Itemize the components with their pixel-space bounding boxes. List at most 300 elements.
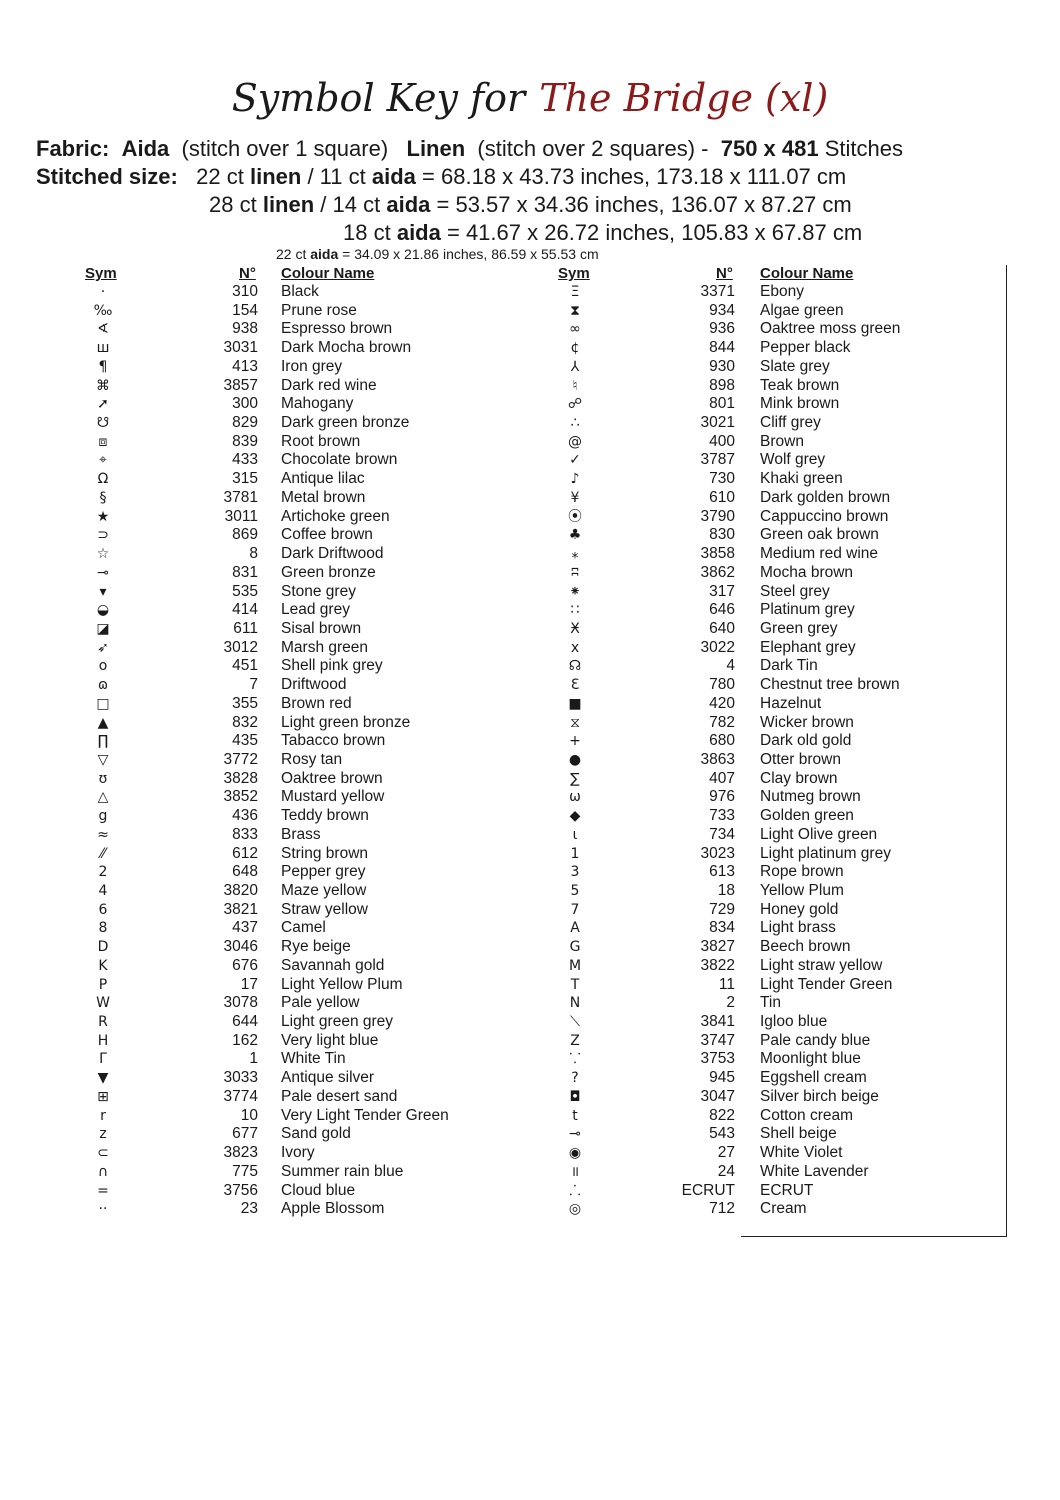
symbol-cell: ● <box>568 751 582 768</box>
number-cell: 3857 <box>223 376 258 394</box>
colour-name-cell: Clay brown <box>760 769 838 787</box>
number-cell: 822 <box>709 1106 735 1124</box>
stitch-count: 750 x 481 <box>720 136 819 161</box>
size-small-fabric: aida <box>310 246 339 262</box>
symbol-cell: ш <box>96 340 110 357</box>
size-1-fabric-b: aida <box>371 164 416 189</box>
colour-name-cell: Light green grey <box>281 1013 394 1031</box>
colour-name-cell: Light green bronze <box>281 713 411 731</box>
colour-name-cell: Ebony <box>760 283 804 300</box>
number-cell: 3841 <box>700 1013 735 1031</box>
colour-name-cell: Pale desert sand <box>281 1087 398 1105</box>
colour-name-cell: Light brass <box>760 919 836 937</box>
colour-name-cell: Algae green <box>760 301 844 319</box>
colour-name-cell: Very light blue <box>281 1031 379 1049</box>
size-line-3 <box>343 220 862 246</box>
symbol-cell: ★ <box>96 508 110 525</box>
number-cell: 451 <box>232 657 258 675</box>
size-3-fabric: aida <box>396 220 441 245</box>
symbol-cell: ♪ <box>570 471 580 488</box>
number-cell: 535 <box>232 582 258 600</box>
number-cell: 831 <box>232 563 258 581</box>
colour-name-cell: Platinum grey <box>760 601 855 619</box>
symbol-cell: 6 <box>98 901 108 918</box>
colour-name-cell: Pepper black <box>760 339 851 357</box>
size-1-count: 22 ct <box>196 164 244 189</box>
colour-name-cell: Igloo blue <box>760 1013 828 1031</box>
symbol-cell: ɷ <box>97 677 109 694</box>
number-cell: 407 <box>709 769 735 787</box>
symbol-cell: ◉ <box>568 1145 582 1162</box>
number-cell: 7 <box>249 676 258 694</box>
colour-name-cell: Dark green bronze <box>281 414 410 432</box>
symbol-cell: ∢ <box>97 321 109 338</box>
colour-name-cell: Dark Tin <box>760 657 818 675</box>
number-cell: 730 <box>709 470 735 488</box>
colour-name-cell: Light Tender Green <box>760 975 893 993</box>
colour-name-cell: Green grey <box>760 619 838 637</box>
symbol-cell: △ <box>97 789 109 806</box>
colour-name-cell: Artichoke green <box>281 507 390 525</box>
colour-name-cell: Wolf grey <box>760 451 826 469</box>
number-cell: 437 <box>232 919 258 937</box>
colour-name-cell: Antique lilac <box>281 470 365 488</box>
fabric-aida: Aida <box>121 136 170 161</box>
symbol-cell: ʭ <box>571 564 579 581</box>
colour-name-cell: Otter brown <box>760 750 841 768</box>
symbol-cell: G <box>569 939 581 956</box>
number-cell: 3753 <box>700 1050 735 1068</box>
symbol-cell: ☋ <box>96 415 110 432</box>
colour-name-cell: Chestnut tree brown <box>760 676 900 694</box>
symbol-cell: ⟍ <box>570 1014 580 1031</box>
number-cell: 976 <box>709 788 735 806</box>
number-cell: 300 <box>232 395 258 413</box>
symbol-cell: ◆ <box>569 808 581 825</box>
number-cell: 3858 <box>700 545 735 563</box>
colour-name-cell: Teak brown <box>760 376 840 394</box>
number-cell: 162 <box>232 1031 258 1049</box>
symbol-cell: Ω <box>97 471 109 488</box>
number-cell: 833 <box>232 825 258 843</box>
number-cell: 938 <box>232 320 258 338</box>
number-cell: 729 <box>709 900 735 918</box>
symbol-cell: ⊂ <box>97 1145 109 1162</box>
colour-name-cell: Moonlight blue <box>760 1050 861 1068</box>
number-cell: 3781 <box>223 488 258 506</box>
symbol-cell: K <box>98 957 108 974</box>
number-cell: 315 <box>232 470 258 488</box>
symbol-cell: g <box>98 808 108 825</box>
symbol-cell: ◘ <box>569 1088 581 1105</box>
number-cell: 3012 <box>223 638 258 656</box>
symbol-cell: W <box>96 995 110 1012</box>
number-cell: 310 <box>232 283 258 300</box>
colour-name-cell: Eggshell cream <box>760 1069 867 1087</box>
colour-name-cell: Mocha brown <box>760 563 854 581</box>
symbol-cell: x <box>570 639 580 656</box>
colour-name-cell: Sisal brown <box>281 619 362 637</box>
number-cell: 3046 <box>223 938 258 956</box>
table-border-bottom <box>741 1236 1007 1237</box>
size-1-fabric-a: linen <box>249 164 302 189</box>
symbol-cell: ◒ <box>96 602 110 619</box>
colour-name-cell: Mahogany <box>281 395 354 413</box>
number-cell: 733 <box>709 807 735 825</box>
symbol-cell: 3 <box>570 864 580 881</box>
symbol-cell: ⸫ <box>569 1182 581 1199</box>
fabric-line <box>36 136 903 162</box>
colour-name-cell: Light Yellow Plum <box>281 975 403 993</box>
number-cell: 610 <box>709 488 735 506</box>
colour-name-cell: Light Olive green <box>760 825 878 843</box>
number-cell: 832 <box>232 713 258 731</box>
colour-name-cell: Tin <box>760 994 781 1012</box>
symbol-cell: ·· <box>98 1201 108 1218</box>
colour-name-cell: Savannah gold <box>281 956 385 974</box>
number-cell: 712 <box>709 1200 735 1218</box>
colour-name-cell: Coffee brown <box>281 526 373 544</box>
colour-name-cell: Shell beige <box>760 1125 837 1143</box>
symbol-cell: ʊ <box>98 770 108 787</box>
symbol-cell: o <box>98 658 108 675</box>
colour-name-cell: Yellow Plum <box>760 882 844 899</box>
symbol-cell: ⧈ <box>98 433 108 450</box>
symbol-cell: A <box>570 920 580 937</box>
number-cell: 3033 <box>223 1069 258 1087</box>
number-cell: 775 <box>232 1162 258 1180</box>
colour-name-cell: Dark old gold <box>760 732 852 750</box>
symbol-cell: ⦿ <box>568 508 582 525</box>
colour-name-cell: Rye beige <box>281 938 351 956</box>
symbol-cell: ⁄⁄ <box>100 845 106 862</box>
number-cell: 317 <box>709 582 735 600</box>
number-cell: 829 <box>232 414 258 432</box>
symbol-cell: ∴ <box>570 415 580 432</box>
symbol-cell: Ӿ <box>570 620 580 637</box>
number-cell: 3823 <box>223 1144 258 1162</box>
number-cell: 734 <box>709 825 735 843</box>
number-cell: 3828 <box>223 769 258 787</box>
symbol-cell: ∏ <box>97 733 109 750</box>
colour-name-cell: Golden green <box>760 807 854 825</box>
symbol-cell: ‰ <box>93 302 113 319</box>
symbol-cell: ♣ <box>568 527 582 544</box>
colour-name-cell: Summer rain blue <box>281 1162 404 1180</box>
symbol-cell: ⸪ <box>569 1051 581 1068</box>
number-cell: 3371 <box>700 283 735 300</box>
symbol-cell: ⊸ <box>97 564 109 581</box>
colour-name-cell: Dark Driftwood <box>281 545 384 563</box>
colour-name-cell: Shell pink grey <box>281 657 383 675</box>
fabric-aida-note: (stitch over 1 square) <box>181 136 389 161</box>
colour-name-cell: Cloud blue <box>281 1181 356 1199</box>
colour-name-cell: Rosy tan <box>281 750 343 768</box>
number-cell: 3787 <box>700 451 735 469</box>
colour-name-cell: Teddy brown <box>281 807 369 825</box>
size-2-fabric-b: aida <box>386 192 431 217</box>
colour-name-cell: Slate grey <box>760 357 830 375</box>
number-cell: 10 <box>240 1106 258 1124</box>
symbol-cell: ▾ <box>99 583 107 600</box>
size-line-1 <box>36 164 846 190</box>
number-cell: 3756 <box>223 1181 258 1199</box>
header-name-right: Colour Name <box>760 265 854 282</box>
symbol-cell: 5 <box>570 883 580 899</box>
symbol-cell: ∑ <box>570 770 580 787</box>
symbol-cell: T <box>570 976 580 993</box>
stitch-count-label: Stitches <box>824 136 903 161</box>
colour-name-cell: Silver birch beige <box>760 1087 879 1105</box>
symbol-cell: M <box>568 957 582 974</box>
number-cell: 611 <box>233 619 258 637</box>
colour-name-cell: Cappuccino brown <box>760 507 889 525</box>
symbol-cell: z <box>99 1126 107 1143</box>
symbol-cell: 2 <box>98 864 108 881</box>
number-cell: 3022 <box>700 638 735 656</box>
number-cell: 3031 <box>223 339 258 357</box>
number-cell: 780 <box>709 676 735 694</box>
symbol-cell: ■ <box>568 695 582 712</box>
symbol-cell: ⊸ <box>569 1126 581 1143</box>
number-cell: 3023 <box>700 844 735 862</box>
colour-name-cell: Oaktree brown <box>281 769 383 787</box>
symbol-cell: ¶ <box>98 358 108 375</box>
colour-name-cell: Cotton cream <box>760 1106 854 1124</box>
symbol-cell: R <box>98 1014 108 1031</box>
size-label: Stitched size: <box>36 164 178 189</box>
colour-name-cell: Very Light Tender Green <box>281 1106 449 1124</box>
colour-name-cell: Mink brown <box>760 395 840 413</box>
symbol-cell: ⌖ <box>99 452 107 469</box>
number-cell: 3021 <box>700 414 735 432</box>
colour-name-cell: Light straw yellow <box>760 956 883 974</box>
size-2-fabric-a: linen <box>262 192 315 217</box>
colour-name-cell: Honey gold <box>760 900 839 918</box>
symbol-cell: ɩ <box>572 826 578 843</box>
colour-name-cell: Dark red wine <box>281 376 377 394</box>
symbol-cell: ▼ <box>97 1070 109 1087</box>
number-cell: 830 <box>709 526 735 544</box>
symbol-cell: · <box>100 284 106 300</box>
colour-name-cell: Espresso brown <box>281 320 393 338</box>
symbol-cell: ☊ <box>568 658 582 675</box>
number-cell: 3822 <box>700 956 735 974</box>
symbol-cell: ♮ <box>572 377 578 394</box>
colour-name-cell: Black <box>281 283 319 300</box>
colour-name-cell: Cream <box>760 1200 807 1218</box>
number-cell: 414 <box>232 601 258 619</box>
number-cell: 3852 <box>223 788 258 806</box>
number-cell: 3078 <box>223 994 258 1012</box>
number-cell: 17 <box>240 975 258 993</box>
colour-name-cell: Dark golden brown <box>760 488 891 506</box>
table-border-right <box>1006 265 1007 1237</box>
number-cell: 433 <box>232 451 258 469</box>
symbol-cell: Ɛ <box>570 677 580 694</box>
colour-name-cell: Pale yellow <box>281 994 360 1012</box>
size-2-dims: = 53.57 x 34.36 inches, 136.07 x 87.27 cm <box>436 192 852 217</box>
colour-name-cell: Beech brown <box>760 938 851 956</box>
number-cell: 27 <box>717 1144 735 1162</box>
number-cell: 648 <box>232 863 258 881</box>
symbol-cell: ⁕ <box>569 583 581 600</box>
symbol-cell: ॥ <box>570 1163 580 1180</box>
colour-name-cell: Brown <box>760 432 804 450</box>
number-cell: 3821 <box>223 900 258 918</box>
colour-name-cell: Maze yellow <box>281 882 367 899</box>
colour-name-cell: Medium red wine <box>760 545 879 563</box>
symbol-cell: ω <box>569 789 581 806</box>
number-cell: 3790 <box>700 507 735 525</box>
symbol-cell: ≈ <box>97 826 109 843</box>
size-line-small <box>276 246 599 262</box>
number-cell: 644 <box>232 1013 258 1031</box>
colour-name-cell: Straw yellow <box>281 900 368 918</box>
colour-name-cell: Nutmeg brown <box>760 788 861 806</box>
symbol-cell: ◎ <box>568 1201 582 1218</box>
colour-name-cell: White Violet <box>760 1144 843 1162</box>
colour-name-cell: Light platinum grey <box>760 844 891 862</box>
size-small-count: 22 ct <box>276 246 307 262</box>
colour-name-cell: Pale candy blue <box>760 1031 871 1049</box>
colour-name-cell: String brown <box>281 844 369 862</box>
number-cell: 24 <box>717 1162 735 1180</box>
symbol-cell: ⧗ <box>570 302 580 319</box>
symbol-cell: Γ <box>99 1051 107 1068</box>
number-cell: 436 <box>232 807 258 825</box>
symbol-cell: ➶ <box>97 639 109 656</box>
number-cell: 435 <box>232 732 258 750</box>
symbol-cell: ∷ <box>570 602 580 619</box>
number-cell: 898 <box>709 376 735 394</box>
number-cell: 3747 <box>700 1031 735 1049</box>
number-cell: 612 <box>232 844 258 862</box>
number-cell: 420 <box>709 694 735 712</box>
header-sym-right: Sym <box>558 265 590 282</box>
number-cell: 3047 <box>700 1087 735 1105</box>
colour-name-cell: Antique silver <box>281 1069 375 1087</box>
number-cell: 23 <box>240 1200 258 1218</box>
fabric-label: Fabric: <box>36 136 110 161</box>
symbol-cell: ⁎ <box>571 546 579 563</box>
number-cell: 930 <box>709 357 735 375</box>
number-cell: 3011 <box>224 507 258 525</box>
number-cell: 945 <box>709 1069 735 1087</box>
number-cell: 400 <box>709 432 735 450</box>
number-cell: 3827 <box>700 938 735 956</box>
colour-name-cell: Sand gold <box>281 1125 351 1143</box>
number-cell: 3863 <box>700 750 735 768</box>
symbol-cell: ⧖ <box>570 714 580 731</box>
colour-name-cell: Rope brown <box>760 863 844 881</box>
title-pattern-name: The Bridge (xl) <box>539 76 829 120</box>
colour-name-cell: Dark Mocha brown <box>281 339 412 357</box>
colour-name-cell: Green bronze <box>281 563 376 581</box>
number-cell: 834 <box>709 919 735 937</box>
header-sym-left: Sym <box>85 265 117 282</box>
size-3-count: 18 ct <box>343 220 391 245</box>
symbol-cell: ▽ <box>97 751 109 768</box>
header-num-right: N° <box>716 265 733 282</box>
colour-name-cell: Iron grey <box>281 357 343 375</box>
size-small-dims: = 34.09 x 21.86 inches, 86.59 x 55.53 cm <box>342 246 599 262</box>
symbol-cell: t <box>572 1107 578 1124</box>
size-line-2 <box>209 192 852 218</box>
number-cell: 640 <box>709 619 735 637</box>
symbol-cell: ☆ <box>96 546 110 563</box>
symbol-cell: ✓ <box>569 452 581 469</box>
colour-name-cell: Camel <box>281 919 326 937</box>
number-cell: 801 <box>709 395 735 413</box>
symbol-cell: ∞ <box>569 321 581 338</box>
colour-name-cell: Driftwood <box>281 676 347 694</box>
number-cell: 782 <box>709 713 735 731</box>
number-cell: 677 <box>232 1125 258 1143</box>
number-cell: 1 <box>249 1050 258 1068</box>
colour-name-cell: Stone grey <box>281 582 356 600</box>
colour-name-cell: Brown red <box>281 694 352 712</box>
colour-name-cell: Chocolate brown <box>281 451 398 469</box>
symbol-cell: ➚ <box>97 396 109 413</box>
symbol-cell: ⅄ <box>570 358 580 375</box>
colour-name-cell: Root brown <box>281 432 361 450</box>
colour-name-cell: Elephant grey <box>760 638 856 656</box>
fabric-linen: Linen <box>406 136 466 161</box>
symbol-cell: 1 <box>570 845 580 862</box>
number-cell: 3820 <box>223 882 258 899</box>
number-cell: 3862 <box>700 563 735 581</box>
symbol-cell: + <box>569 733 581 750</box>
title-prefix: Symbol Key for <box>231 76 526 120</box>
number-cell: 543 <box>709 1125 735 1143</box>
size-1-count-b: / 11 ct <box>307 164 366 189</box>
colour-name-cell: White Tin <box>281 1050 346 1068</box>
symbol-cell: P <box>98 976 108 993</box>
symbol-cell: ◪ <box>96 620 110 637</box>
number-cell: 676 <box>232 956 258 974</box>
symbol-cell: ? <box>571 1070 579 1087</box>
number-cell: 4 <box>726 657 735 675</box>
number-cell: 844 <box>709 339 735 357</box>
colour-name-cell: Marsh green <box>281 638 369 656</box>
size-3-dims: = 41.67 x 26.72 inches, 105.83 x 67.87 cm <box>446 220 863 245</box>
number-cell: 613 <box>709 863 735 881</box>
symbol-cell: @ <box>568 433 582 450</box>
symbol-cell: r <box>100 1107 106 1124</box>
colour-name-cell: Wicker brown <box>760 713 854 731</box>
number-cell: 646 <box>709 601 735 619</box>
symbol-cell: 8 <box>98 920 108 937</box>
symbol-cell: ¢ <box>570 340 580 357</box>
symbol-cell: D <box>97 939 109 956</box>
number-cell: 2 <box>726 994 735 1012</box>
number-cell: 11 <box>718 975 735 993</box>
colour-name-cell: Steel grey <box>760 582 830 600</box>
symbol-cell: § <box>99 489 107 506</box>
symbol-cell: ⌘ <box>96 377 110 394</box>
symbol-cell: = <box>97 1182 109 1199</box>
colour-name-cell: Cliff grey <box>760 414 821 432</box>
colour-name-cell: Oaktree moss green <box>760 320 901 338</box>
colour-name-cell: Green oak brown <box>760 526 879 544</box>
symbol-cell: ∩ <box>97 1163 109 1180</box>
number-cell: 839 <box>232 432 258 450</box>
number-cell: 3774 <box>223 1087 258 1105</box>
colour-name-cell: Ivory <box>281 1144 315 1162</box>
colour-name-cell: Khaki green <box>760 470 843 488</box>
symbol-cell: Z <box>570 1032 580 1049</box>
